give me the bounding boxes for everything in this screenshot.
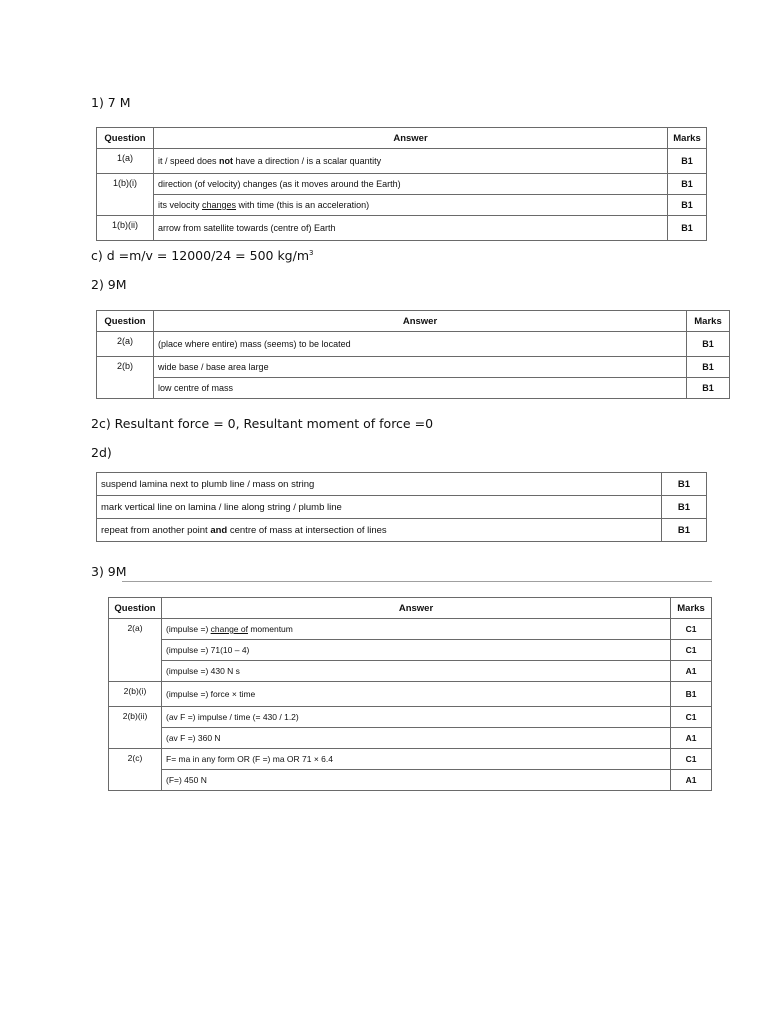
marks-cell: C1 <box>671 707 712 728</box>
answer-cell: suspend lamina next to plumb line / mass on string <box>97 473 662 496</box>
mark-scheme-table-1 <box>96 127 707 241</box>
question-cell: 2(a) <box>109 619 162 682</box>
question-cell: 1(b)(ii) <box>97 216 154 241</box>
table-row <box>97 149 707 174</box>
answer-cell: low centre of mass <box>154 378 687 399</box>
mark-scheme-table-3 <box>96 472 707 542</box>
answer-cell: it / speed does not have a direction / is a scalar quantity <box>154 149 668 174</box>
question-cell: 1(a) <box>97 149 154 174</box>
question-cell: 2(b)(ii) <box>109 707 162 749</box>
answer-cell: (F=) 450 N <box>162 770 671 791</box>
table-row <box>109 770 712 791</box>
marks-cell: A1 <box>671 728 712 749</box>
table-row <box>109 640 712 661</box>
marks-cell: A1 <box>671 770 712 791</box>
mark-scheme-table-2 <box>96 310 730 399</box>
question-cell: 2(c) <box>109 749 162 791</box>
section-2-heading: 2) 9M <box>91 277 127 292</box>
table-row <box>109 749 712 770</box>
answer-cell: (impulse =) 71(10 – 4) <box>162 640 671 661</box>
table-row <box>97 519 707 542</box>
marks-cell: B1 <box>668 195 707 216</box>
table-row <box>109 728 712 749</box>
question-cell: 1(b)(i) <box>97 174 154 216</box>
section-3-heading: 3) 9M <box>91 564 127 579</box>
marks-cell: B1 <box>662 473 707 496</box>
table-row <box>109 619 712 640</box>
question-cell: 2(a) <box>97 332 154 357</box>
header-marks: Marks <box>687 311 730 332</box>
table-row <box>97 174 707 195</box>
answer-cell: mark vertical line on lamina / line along string / plumb line <box>97 496 662 519</box>
marks-cell: B1 <box>671 682 712 707</box>
answer-cell: wide base / base area large <box>154 357 687 378</box>
section-2c-answer: 2c) Resultant force = 0, Resultant moment of force =0 <box>91 416 434 431</box>
marks-cell: B1 <box>668 174 707 195</box>
header-question: Question <box>97 311 154 332</box>
header-answer: Answer <box>154 128 668 149</box>
header-marks: Marks <box>671 598 712 619</box>
divider <box>122 581 712 582</box>
answer-cell: (impulse =) change of momentum <box>162 619 671 640</box>
table-row <box>97 195 707 216</box>
table-row <box>97 216 707 241</box>
header-marks: Marks <box>668 128 707 149</box>
marks-cell: C1 <box>671 749 712 770</box>
marks-cell: C1 <box>671 640 712 661</box>
answer-cell: (impulse =) force × time <box>162 682 671 707</box>
section-1c-answer: c) d =m/v = 12000/24 = 500 $kg/m^3$ <box>91 248 314 263</box>
section-2d-heading: 2d) <box>91 445 112 460</box>
question-cell: 2(b)(i) <box>109 682 162 707</box>
marks-cell: B1 <box>687 332 730 357</box>
table-row <box>109 682 712 707</box>
answer-cell: F= ma in any form OR (F =) ma OR 71 × 6.4 <box>162 749 671 770</box>
marks-cell: A1 <box>671 661 712 682</box>
mark-scheme-table-4 <box>108 597 712 791</box>
marks-cell: B1 <box>687 357 730 378</box>
table-row <box>97 332 730 357</box>
table-row <box>97 473 707 496</box>
table-row <box>97 378 730 399</box>
answer-cell: (place where entire) mass (seems) to be located <box>154 332 687 357</box>
table-row <box>97 357 730 378</box>
table-row <box>109 661 712 682</box>
answer-cell: arrow from satellite towards (centre of) Earth <box>154 216 668 241</box>
header-question: Question <box>109 598 162 619</box>
marks-cell: B1 <box>662 519 707 542</box>
header-answer: Answer <box>162 598 671 619</box>
answer-cell: direction (of velocity) changes (as it moves around the Earth) <box>154 174 668 195</box>
marks-cell: B1 <box>668 149 707 174</box>
answer-cell: (impulse =) 430 N s <box>162 661 671 682</box>
answer-cell: (av F =) impulse / time (= 430 / 1.2) <box>162 707 671 728</box>
answer-cell: its velocity changes with time (this is an acceleration) <box>154 195 668 216</box>
table-row <box>109 707 712 728</box>
marks-cell: C1 <box>671 619 712 640</box>
marks-cell: B1 <box>662 496 707 519</box>
marks-cell: B1 <box>687 378 730 399</box>
question-cell: 2(b) <box>97 357 154 399</box>
answer-cell: (av F =) 360 N <box>162 728 671 749</box>
table-row <box>97 496 707 519</box>
header-question: Question <box>97 128 154 149</box>
answer-cell: repeat from another point and centre of mass at intersection of lines <box>97 519 662 542</box>
section-1-heading: 1) 7 M <box>91 95 131 110</box>
marks-cell: B1 <box>668 216 707 241</box>
header-answer: Answer <box>154 311 687 332</box>
